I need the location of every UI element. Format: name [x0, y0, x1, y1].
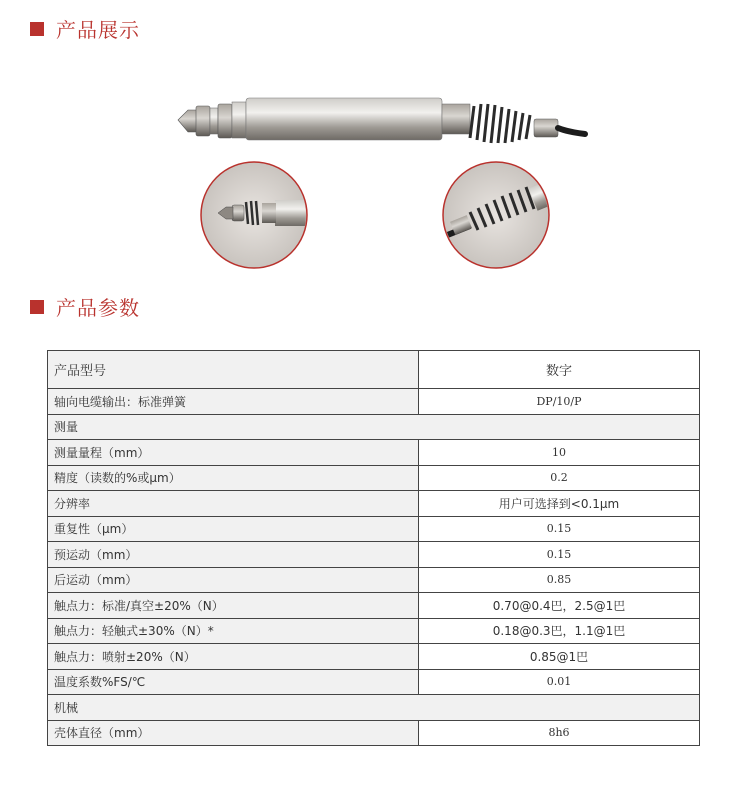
table-row: [48, 567, 700, 593]
table-row-label: 触点力：标准/真空±20%（N）: [48, 593, 419, 619]
section-marker: [30, 300, 44, 314]
probe-main-image: [178, 98, 585, 143]
probe-tip-detail-image: [201, 162, 315, 268]
table-row-value: 0.15: [419, 516, 700, 542]
table-header-label: 产品型号: [48, 351, 419, 389]
table-row-value: 0.2: [419, 465, 700, 491]
table-row-label: 预运动（mm）: [48, 542, 419, 568]
table-row-label: 触点力：喷射±20%（N）: [48, 644, 419, 670]
table-group-row: [48, 414, 700, 440]
table-group-label: 测量: [48, 414, 700, 440]
table-row: [48, 618, 700, 644]
table-row-value: 0.15: [419, 542, 700, 568]
table-row: [48, 593, 700, 619]
table-row: [48, 389, 700, 415]
table-row-value: 0.85@1巴: [419, 644, 700, 670]
section-title: 产品展示: [56, 18, 140, 42]
table-row-label: 测量量程（mm）: [48, 440, 419, 466]
table-row-value: 用户可选择到<0.1μm: [419, 491, 700, 517]
table-row-value: 0.85: [419, 567, 700, 593]
table-row-label: 轴向电缆输出：标准弹簧: [48, 389, 419, 415]
table-row-label: 分辨率: [48, 491, 419, 517]
probe-spring-detail-image: [440, 162, 565, 268]
table-header-value: 数字: [419, 351, 700, 389]
table-group-label: 机械: [48, 695, 700, 721]
table-row-label: 后运动（mm）: [48, 567, 419, 593]
table-row: [48, 516, 700, 542]
table-row: [48, 644, 700, 670]
table-row-value: 8h6: [419, 720, 700, 746]
table-row-value: 0.01: [419, 669, 700, 695]
product-photo: [0, 0, 750, 290]
table-row-label: 触点力：轻触式±30%（N）*: [48, 618, 419, 644]
table-group-row: [48, 695, 700, 721]
section-title: 产品参数: [56, 296, 140, 320]
table-row-label: 精度（读数的%或μm）: [48, 465, 419, 491]
spec-table: [47, 350, 700, 746]
table-row: [48, 720, 700, 746]
table-row: [48, 542, 700, 568]
table-row-value: 0.70@0.4巴，2.5@1巴: [419, 593, 700, 619]
table-row-label: 重复性（μm）: [48, 516, 419, 542]
table-row: [48, 491, 700, 517]
table-row-value: 10: [419, 440, 700, 466]
table-row-value: 0.18@0.3巴，1.1@1巴: [419, 618, 700, 644]
table-row-value: DP/10/P: [419, 389, 700, 415]
table-row: [48, 669, 700, 695]
section-header-product-params: [30, 292, 140, 321]
table-row-label: 壳体直径（mm）: [48, 720, 419, 746]
table-row: [48, 465, 700, 491]
table-row: [48, 440, 700, 466]
table-header-row: [48, 351, 700, 389]
table-row-label: 温度系数%FS/℃: [48, 669, 419, 695]
